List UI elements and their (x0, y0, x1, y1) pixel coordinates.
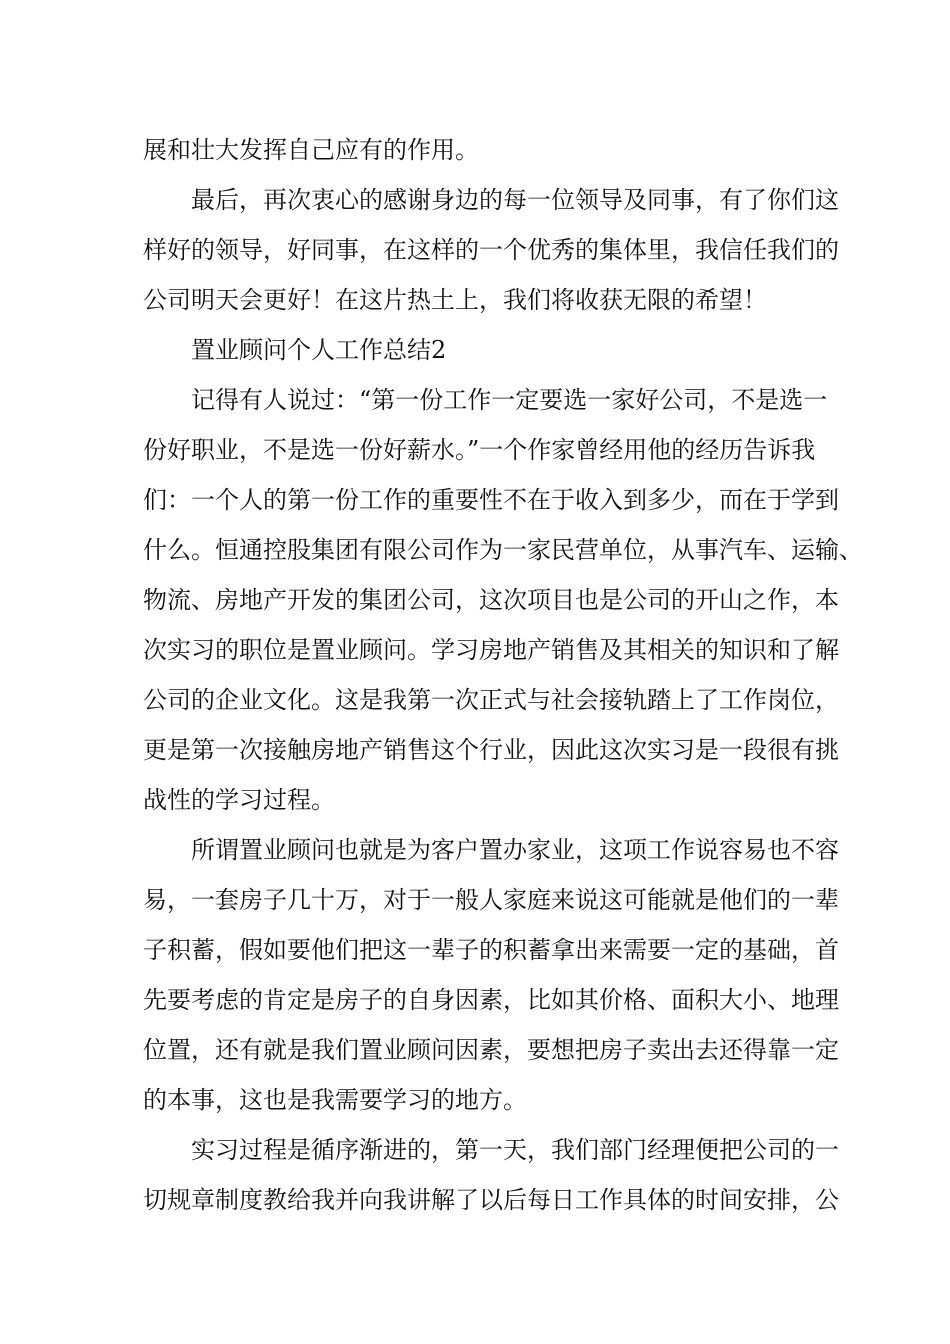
text-line: 更是第一次接触房地产销售这个行业，因此这次实习是一段很有挑 (143, 736, 839, 764)
text-line: 位置，还有就是我们置业顾问因素，要想把房子卖出去还得靠一定 (143, 1036, 839, 1064)
paragraph-first-line: 所谓置业顾问也就是为客户置办家业，这项工作说容易也不容 (191, 836, 839, 864)
text-line: 易，一套房子几十万，对于一般人家庭来说这可能就是他们的一辈 (143, 886, 839, 914)
text-line: 份好职业，不是选一份好薪水。”一个作家曾经用他的经历告诉我 (143, 436, 816, 464)
paragraph-first-line: 实习过程是循序渐进的，第一天，我们部门经理便把公司的一 (191, 1136, 839, 1164)
text-line: 的本事，这也是我需要学习的地方。 (143, 1086, 527, 1114)
text-line: 战性的学习过程。 (143, 786, 335, 814)
text-line: 展和壮大发挥自己应有的作用。 (143, 136, 479, 164)
text-line: 子积蓄，假如要他们把这一辈子的积蓄拿出来需要一定的基础，首 (143, 936, 839, 964)
text-line: 公司明天会更好！在这片热土上，我们将收获无限的希望！ (143, 286, 767, 314)
text-line: 什么。恒通控股集团有限公司作为一家民营单位，从事汽车、运输、 (143, 536, 863, 564)
text-line: 公司的企业文化。这是我第一次正式与社会接轨踏上了工作岗位， (143, 686, 839, 714)
section-heading: 置业顾问个人工作总结2 (191, 336, 447, 364)
text-line: 样好的领导，好同事，在这样的一个优秀的集体里，我信任我们的 (143, 236, 839, 264)
paragraph-first-line: 记得有人说过：“第一份工作一定要选一家好公司，不是选一 (191, 386, 828, 414)
text-line: 物流、房地产开发的集团公司，这次项目也是公司的开山之作，本 (143, 586, 839, 614)
text-line: 先要考虑的肯定是房子的自身因素，比如其价格、面积大小、地理 (143, 986, 839, 1014)
text-line: 切规章制度教给我并向我讲解了以后每日工作具体的时间安排，公 (143, 1186, 839, 1214)
paragraph-first-line: 最后，再次衷心的感谢身边的每一位领导及同事，有了你们这 (191, 186, 839, 214)
text-line: 次实习的职位是置业顾问。学习房地产销售及其相关的知识和了解 (143, 636, 839, 664)
text-line: 们：一个人的第一份工作的重要性不在于收入到多少，而在于学到 (143, 486, 839, 514)
